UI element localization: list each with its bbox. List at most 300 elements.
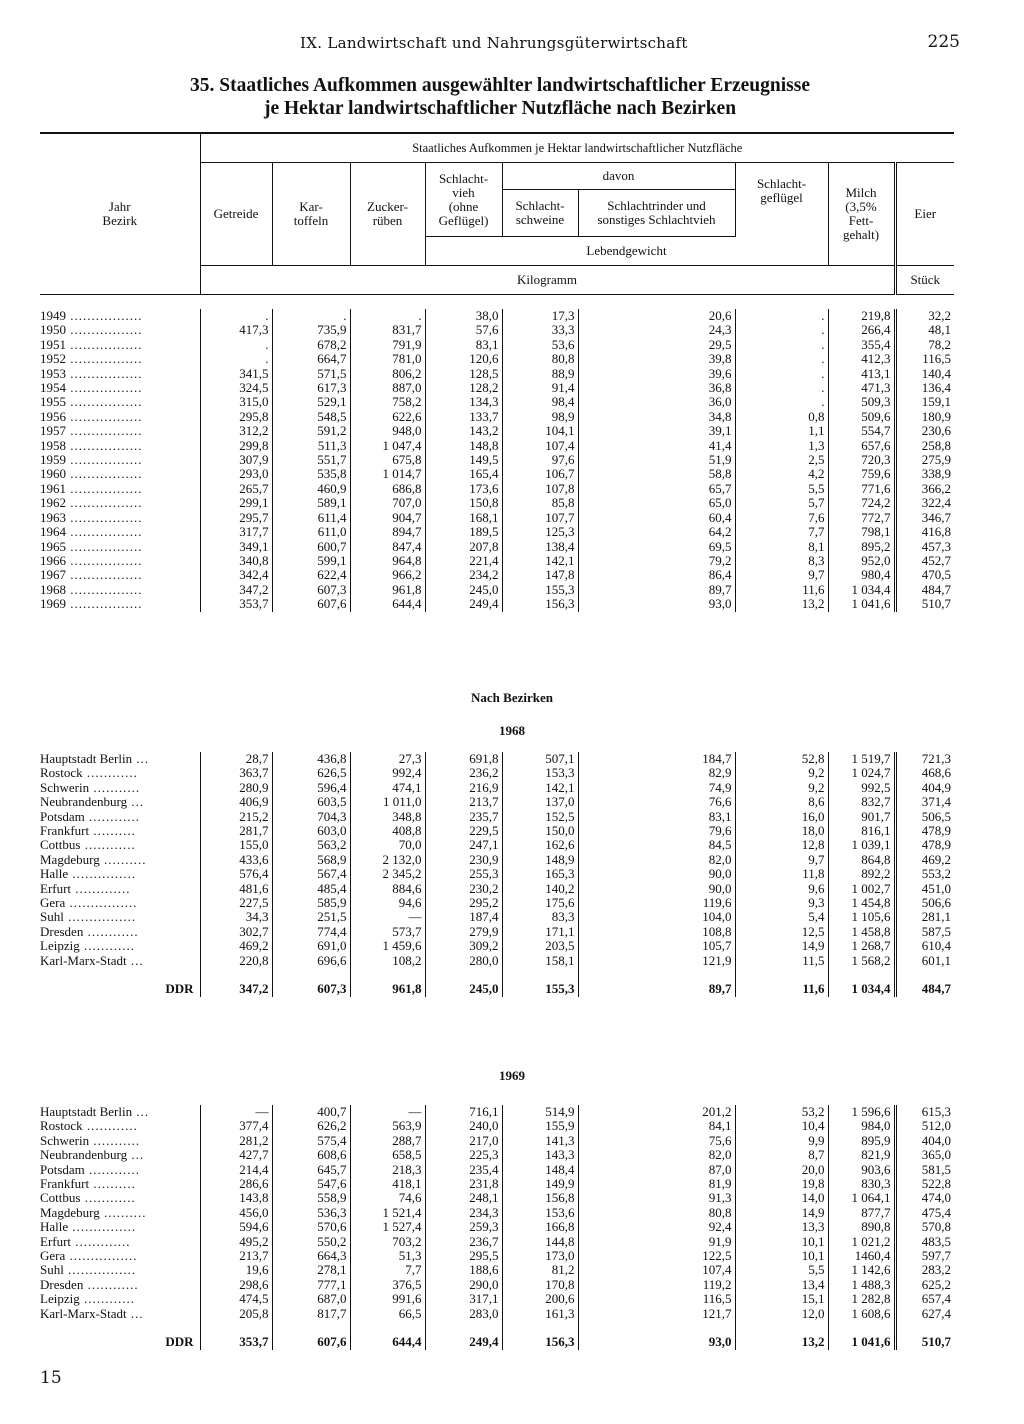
table-cell: 255,3 [425, 867, 502, 881]
leader-dots: ................. [66, 352, 143, 367]
table-cell: . [735, 381, 828, 395]
table-row [40, 511, 954, 525]
leader-dots: ................. [66, 395, 143, 410]
table-cell: 460,9 [272, 482, 350, 496]
table-cell: 10,1 [735, 1235, 828, 1249]
table-cell: 153,3 [502, 766, 578, 780]
table-cell: 288,7 [350, 1134, 425, 1148]
table-cell: 107,7 [502, 511, 578, 525]
table-cell: . [735, 395, 828, 409]
footer-number: 15 [40, 1368, 62, 1388]
table-cell: . [200, 338, 272, 352]
row-label-text: 1957 [40, 424, 66, 439]
header-eier: Eier [895, 163, 954, 266]
table-cell: 587,5 [895, 925, 954, 939]
table-cell: 1 459,6 [350, 939, 425, 953]
table-cell: 156,3 [502, 597, 578, 611]
table-cell: 98,4 [502, 395, 578, 409]
table-cell: 12,5 [735, 925, 828, 939]
table-row [40, 1263, 954, 1277]
table-cell: 94,6 [350, 896, 425, 910]
total-cell: 353,7 [200, 1321, 272, 1349]
total-cell: 607,6 [272, 1321, 350, 1349]
row-label-text: Cottbus [40, 1191, 81, 1206]
table-cell: 980,4 [828, 568, 895, 582]
leader-dots: ................ [63, 1263, 137, 1278]
leader-dots: ................. [66, 568, 143, 583]
table-cell: 69,5 [578, 540, 735, 554]
table-cell: 471,3 [828, 381, 895, 395]
leader-dots: ................. [66, 309, 143, 323]
table-cell: 88,9 [502, 367, 578, 381]
table-cell: 10,1 [735, 1249, 828, 1263]
table-cell: 0,8 [735, 410, 828, 424]
header-zuckerrueben: Zucker- rüben [350, 163, 425, 266]
table-cell: 107,4 [502, 439, 578, 453]
row-label-text: 1966 [40, 553, 66, 568]
table-cell: 240,0 [425, 1119, 502, 1133]
table-cell: 128,2 [425, 381, 502, 395]
table-row [40, 910, 954, 924]
table-cell: 607,3 [272, 583, 350, 597]
row-label-text: Neubrandenburg [40, 795, 128, 810]
table-cell: 2 132,0 [350, 853, 425, 867]
table-cell: 322,4 [895, 496, 954, 510]
table-cell: 13,3 [735, 1220, 828, 1234]
table-cell: 735,9 [272, 323, 350, 337]
table-cell: 9,6 [735, 882, 828, 896]
table-cell: 52,8 [735, 752, 828, 766]
table-cell: 451,0 [895, 882, 954, 896]
table-cell: 2 345,2 [350, 867, 425, 881]
table-cell: 15,1 [735, 1292, 828, 1306]
leader-dots: ............ [79, 939, 135, 954]
table-cell: 791,9 [350, 338, 425, 352]
table-cell: 966,2 [350, 568, 425, 582]
table-cell: 1 034,4 [828, 583, 895, 597]
table-cell: 478,9 [895, 838, 954, 852]
table-cell: 7,6 [735, 511, 828, 525]
table-row [40, 896, 954, 910]
table-cell: 611,0 [272, 525, 350, 539]
table-row [40, 1249, 954, 1263]
table-cell: 17,3 [502, 309, 578, 323]
row-label [40, 583, 200, 597]
table-cell: 278,1 [272, 1263, 350, 1277]
row-label-text: 1968 [40, 582, 66, 597]
table-cell: 166,8 [502, 1220, 578, 1234]
leader-dots: ... [126, 1306, 144, 1321]
table-row [40, 1134, 954, 1148]
table-cell: 416,8 [895, 525, 954, 539]
table-row [40, 1292, 954, 1306]
total-cell: 607,3 [272, 968, 350, 996]
table-cell: 340,8 [200, 554, 272, 568]
table-cell: 76,6 [578, 795, 735, 809]
leader-dots: ................. [66, 381, 143, 396]
table-cell: 576,4 [200, 867, 272, 881]
table-cell: 80,8 [502, 352, 578, 366]
table-cell: 119,2 [578, 1278, 735, 1292]
table-row [40, 410, 954, 424]
row-label-text: Leipzig [40, 1292, 80, 1307]
table-cell: 299,8 [200, 439, 272, 453]
table-cell: 92,4 [578, 1220, 735, 1234]
table-cell: 8,3 [735, 554, 828, 568]
row-label-text: 1950 [40, 323, 66, 338]
row-label-text: 1969 [40, 597, 66, 612]
table-cell: 645,7 [272, 1163, 350, 1177]
row-label [40, 568, 200, 582]
table-cell: 121,7 [578, 1307, 735, 1321]
table-cell: 575,4 [272, 1134, 350, 1148]
table-cell: 142,1 [502, 781, 578, 795]
table-cell: 81,2 [502, 1263, 578, 1277]
table-cell: 97,6 [502, 453, 578, 467]
table-cell: 687,0 [272, 1292, 350, 1306]
table-cell: 1 458,8 [828, 925, 895, 939]
table-cell: 280,9 [200, 781, 272, 795]
table-cell: 106,7 [502, 467, 578, 481]
row-label [40, 410, 200, 424]
table-cell: 992,4 [350, 766, 425, 780]
table-cell: 759,6 [828, 467, 895, 481]
table-cell: 992,5 [828, 781, 895, 795]
table-cell: 707,0 [350, 496, 425, 510]
table-cell: 74,9 [578, 781, 735, 795]
table-cell: 142,1 [502, 554, 578, 568]
row-label [40, 824, 200, 838]
row-label [40, 1292, 200, 1306]
leader-dots: .......... [99, 852, 147, 867]
table-cell: 140,4 [895, 367, 954, 381]
table-cell: 798,1 [828, 525, 895, 539]
table-cell: 159,1 [895, 395, 954, 409]
table-row [40, 1191, 954, 1205]
table-cell: 511,3 [272, 439, 350, 453]
leader-dots: ................. [66, 582, 143, 597]
header-milch: Milch (3,5% Fett- gehalt) [828, 163, 895, 266]
table-cell: 1 521,4 [350, 1206, 425, 1220]
table-row [40, 954, 954, 968]
table-cell: 1 011,0 [350, 795, 425, 809]
column-header [40, 132, 954, 295]
table-cell: 948,0 [350, 424, 425, 438]
row-label [40, 1235, 200, 1249]
table-cell: 155,3 [502, 583, 578, 597]
bezirke-1968-table [40, 752, 954, 997]
row-label [40, 781, 200, 795]
leader-dots: ... [126, 953, 144, 968]
table-cell: 1 142,6 [828, 1263, 895, 1277]
total-row [40, 968, 954, 996]
table-cell: 220,8 [200, 954, 272, 968]
table-cell: 509,3 [828, 395, 895, 409]
row-label-text: 1953 [40, 366, 66, 381]
table-cell: 510,7 [895, 597, 954, 611]
table-cell: — [200, 1105, 272, 1119]
table-cell: 36,8 [578, 381, 735, 395]
table-row [40, 381, 954, 395]
table-cell: 890,8 [828, 1220, 895, 1234]
leader-dots: ... [132, 752, 150, 766]
table-cell: 19,8 [735, 1177, 828, 1191]
table-cell: 53,2 [735, 1105, 828, 1119]
table-cell: 571,5 [272, 367, 350, 381]
row-label [40, 1148, 200, 1162]
table-cell: 34,3 [200, 910, 272, 924]
table-cell: 107,8 [502, 482, 578, 496]
table-cell: 457,3 [895, 540, 954, 554]
table-cell: 148,4 [502, 1163, 578, 1177]
table-cell: 847,4 [350, 540, 425, 554]
row-label-text: Erfurt [40, 881, 72, 896]
table-row [40, 352, 954, 366]
table-cell: 317,1 [425, 1292, 502, 1306]
row-label [40, 496, 200, 510]
table-cell: 551,7 [272, 453, 350, 467]
table-cell: 234,3 [425, 1206, 502, 1220]
table-cell: 608,6 [272, 1148, 350, 1162]
table-cell: 170,8 [502, 1278, 578, 1292]
table-cell: 7,7 [350, 1263, 425, 1277]
table-cell: 283,0 [425, 1307, 502, 1321]
row-label [40, 1206, 200, 1220]
table-cell: 144,8 [502, 1235, 578, 1249]
total-cell: 510,7 [895, 1321, 954, 1349]
table-cell: 349,1 [200, 540, 272, 554]
table-row [40, 540, 954, 554]
table-row [40, 525, 954, 539]
table-cell: 536,3 [272, 1206, 350, 1220]
table-cell: 18,0 [735, 824, 828, 838]
table-cell: 107,4 [578, 1263, 735, 1277]
table-cell: 806,2 [350, 367, 425, 381]
header-stueck: Stück [895, 266, 954, 295]
row-label [40, 1263, 200, 1277]
leader-dots: ............ [79, 1292, 135, 1307]
table-cell: 427,7 [200, 1148, 272, 1162]
table-cell: . [272, 309, 350, 323]
table-cell: 13,4 [735, 1278, 828, 1292]
row-label [40, 554, 200, 568]
row-label [40, 867, 200, 881]
table-cell: 57,6 [425, 323, 502, 337]
table-cell: 324,5 [200, 381, 272, 395]
table-cell: 86,4 [578, 568, 735, 582]
table-cell: 1,1 [735, 424, 828, 438]
table-cell: 66,5 [350, 1307, 425, 1321]
leader-dots: ................. [66, 467, 143, 482]
table-cell: 781,0 [350, 352, 425, 366]
table-cell: 108,8 [578, 925, 735, 939]
row-label-text: 1955 [40, 395, 66, 410]
table-cell: 664,3 [272, 1249, 350, 1263]
table-row [40, 568, 954, 582]
table-cell: 774,4 [272, 925, 350, 939]
table-cell: 371,4 [895, 795, 954, 809]
row-label-text: Frankfurt [40, 824, 90, 839]
table-cell: 468,6 [895, 766, 954, 780]
table-cell: 281,7 [200, 824, 272, 838]
table-cell: 1,3 [735, 439, 828, 453]
table-cell: 625,2 [895, 1278, 954, 1292]
table-cell: 341,5 [200, 367, 272, 381]
table-cell: 236,7 [425, 1235, 502, 1249]
table-cell: 469,2 [895, 853, 954, 867]
table-cell: 147,8 [502, 568, 578, 582]
row-label [40, 795, 200, 809]
table-cell: 153,6 [502, 1206, 578, 1220]
table-cell: 227,5 [200, 896, 272, 910]
table-cell: 777,1 [272, 1278, 350, 1292]
table-cell: 136,4 [895, 381, 954, 395]
table-cell: 143,3 [502, 1148, 578, 1162]
total-cell: 644,4 [350, 1321, 425, 1349]
row-label [40, 395, 200, 409]
row-label-text: 1963 [40, 510, 66, 525]
title-line-1: 35. Staatliches Aufkommen ausgewählter landwirtschaftlicher Erzeugnisse [189, 75, 810, 96]
table-cell: 772,7 [828, 511, 895, 525]
table-cell: 279,9 [425, 925, 502, 939]
table-cell: 137,0 [502, 795, 578, 809]
table-row [40, 1235, 954, 1249]
leader-dots: ................. [66, 496, 143, 511]
leader-dots: ................. [66, 553, 143, 568]
section-year-1969: 1969 [499, 1068, 525, 1083]
table-cell: 9,3 [735, 896, 828, 910]
table-cell: 91,4 [502, 381, 578, 395]
leader-dots: ................ [65, 896, 138, 911]
table-cell: 1 282,8 [828, 1292, 895, 1306]
table-cell: 484,7 [895, 583, 954, 597]
table-cell: 485,4 [272, 882, 350, 896]
table-cell: 365,0 [895, 1148, 954, 1162]
row-label-text: 1949 [40, 309, 66, 323]
table-cell: 535,8 [272, 467, 350, 481]
table-cell: 589,1 [272, 496, 350, 510]
leader-dots: ................. [66, 453, 143, 468]
row-label [40, 482, 200, 496]
table-cell: 27,3 [350, 752, 425, 766]
table-cell: 771,6 [828, 482, 895, 496]
table-cell: 474,5 [200, 1292, 272, 1306]
leader-dots: ................. [66, 510, 143, 525]
row-label [40, 1278, 200, 1292]
table-cell: 280,0 [425, 954, 502, 968]
table-cell: 65,7 [578, 482, 735, 496]
table-cell: 80,8 [578, 1206, 735, 1220]
table-cell: 108,2 [350, 954, 425, 968]
row-label-text: 1967 [40, 568, 66, 583]
table-cell: 14,9 [735, 1206, 828, 1220]
table-cell: 213,7 [425, 795, 502, 809]
row-label-text: Neubrandenburg [40, 1148, 128, 1163]
leader-dots: ............. [71, 881, 131, 896]
table-cell: 622,6 [350, 410, 425, 424]
table-row [40, 597, 954, 611]
table-cell: 245,0 [425, 583, 502, 597]
table-cell: 295,8 [200, 410, 272, 424]
row-label [40, 597, 200, 611]
row-label [40, 525, 200, 539]
total-row [40, 1321, 954, 1349]
page-number: 225 [927, 32, 960, 52]
row-label-text: 1956 [40, 409, 66, 424]
table-cell: 1 002,7 [828, 882, 895, 896]
total-cell: 245,0 [425, 968, 502, 996]
table-cell: 585,9 [272, 896, 350, 910]
table-cell: 1 014,7 [350, 467, 425, 481]
table-cell: 1 039,1 [828, 838, 895, 852]
leader-dots: ................. [66, 481, 143, 496]
row-label-text: 1960 [40, 467, 66, 482]
table-row [40, 1206, 954, 1220]
table-cell: 758,2 [350, 395, 425, 409]
row-label-text: Halle [40, 1220, 69, 1235]
table-cell: 312,2 [200, 424, 272, 438]
table-cell: 691,8 [425, 752, 502, 766]
table-cell: 408,8 [350, 824, 425, 838]
header-lebendgewicht: Lebendgewicht [425, 237, 828, 266]
table-cell: 507,1 [502, 752, 578, 766]
row-label [40, 766, 200, 780]
table-row [40, 1105, 954, 1119]
table-cell: 481,6 [200, 882, 272, 896]
leader-dots: ................. [66, 409, 143, 424]
table-cell: 295,5 [425, 1249, 502, 1263]
table-cell: 51,9 [578, 453, 735, 467]
table-cell: 249,4 [425, 597, 502, 611]
table-cell: 143,8 [200, 1191, 272, 1205]
table-cell: . [735, 338, 828, 352]
table-cell: 41,4 [578, 439, 735, 453]
table-cell: 830,3 [828, 1177, 895, 1191]
table-row [40, 838, 954, 852]
total-cell: 347,2 [200, 968, 272, 996]
row-label [40, 540, 200, 554]
table-cell: 591,2 [272, 424, 350, 438]
table-cell: 293,0 [200, 467, 272, 481]
table-cell: 87,0 [578, 1163, 735, 1177]
table-cell: 14,0 [735, 1191, 828, 1205]
table-cell: 474,1 [350, 781, 425, 795]
table-cell: 12,8 [735, 838, 828, 852]
table-row [40, 453, 954, 467]
table-cell: 79,6 [578, 824, 735, 838]
leader-dots: ............ [82, 1119, 138, 1134]
table-cell: 831,7 [350, 323, 425, 337]
table-cell: 156,8 [502, 1191, 578, 1205]
table-cell: 299,1 [200, 496, 272, 510]
leader-dots: ............... [68, 1220, 137, 1235]
leader-dots: ................. [66, 424, 143, 439]
table-cell: . [200, 309, 272, 323]
table-cell: 221,4 [425, 554, 502, 568]
table-cell: 247,1 [425, 838, 502, 852]
table-row [40, 1148, 954, 1162]
table-cell: 904,7 [350, 511, 425, 525]
table-cell: 832,7 [828, 795, 895, 809]
table-cell: . [735, 323, 828, 337]
table-cell: 611,4 [272, 511, 350, 525]
section-nach-bezirken: Nach Bezirken [471, 690, 553, 705]
row-label [40, 1249, 200, 1263]
leader-dots: ............ [82, 766, 138, 781]
table-cell: 1 454,8 [828, 896, 895, 910]
header-schlachtgefluegel: Schlacht- geflügel [735, 163, 828, 237]
table-cell: 286,6 [200, 1177, 272, 1191]
